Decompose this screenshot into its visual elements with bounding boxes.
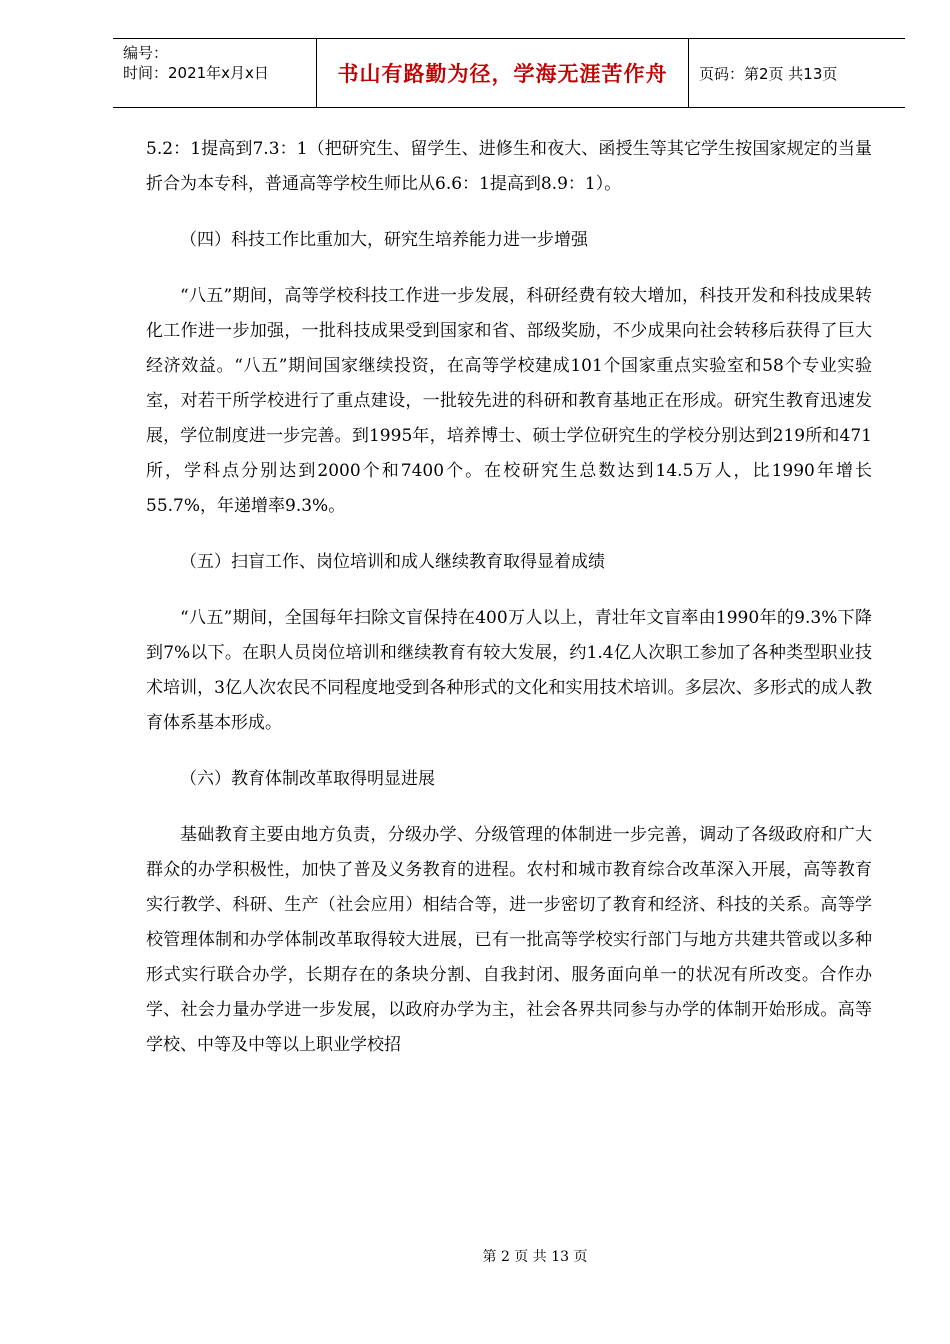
section-heading-5: （五）扫盲工作、岗位培训和成人继续教育取得显着成绩: [180, 552, 605, 572]
serial-number-label: 编号：: [123, 44, 169, 62]
header-meta: [113, 39, 316, 107]
document-body: [146, 132, 872, 1063]
header-motto: 书山有路勤为径，学海无涯苦作舟: [316, 39, 689, 107]
section-heading-4: （四）科技工作比重加大，研究生培养能力进一步增强: [180, 230, 588, 250]
paragraph-reform: 基础教育主要由地方负责，分级办学、分级管理的体制进一步完善，调动了各级政府和广大群众的办学积极性，加快了普及义务教育的进程。农村和城市教育综合改革深入开展，高等教育实行教学、科研、生产（社会应用）相结合等，进一步密切了教育和经济、科技的关系。高等学校管理体制和办学体制改革取得较大进展，已有一批高等学校实行部门与地方共建共管或以多种形式实行联合办学，长期存在的条块分割、自我封闭、服务面向单一的状况有所改变。合作办学、社会力量办学进一步发展，以政府办学为主，社会各界共同参与办学的体制开始形成。高等学校、中等及中等以上职业学校招: [146, 825, 872, 1055]
paragraph-literacy: “八五”期间，全国每年扫除文盲保持在400万人以上，青壮年文盲率由1990年的9.3%下降到7%以下。在职人员岗位培训和继续教育有较大发展，约1.4亿人次职工参加了各种类型职业技术培训，3亿人次农民不同程度地受到各种形式的文化和实用技术培训。多层次、多形式的成人教育体系基本形成。: [146, 608, 872, 733]
page-header: [113, 38, 905, 108]
paragraph-research: “八五”期间，高等学校科技工作进一步发展，科研经费有较大增加，科技开发和科技成果转化工作进一步加强，一批科技成果受到国家和省、部级奖励，不少成果向社会转移后获得了巨大经济效益。“八五”期间国家继续投资，在高等学校建成101个国家重点实验室和58个专业实验室，对若干所学校进行了重点建设，一批较先进的科研和教育基地正在形成。研究生教育迅速发展，学位制度进一步完善。到1995年，培养博士、硕士学位研究生的学校分别达到219所和471所，学科点分别达到2000个和7400个。在校研究生总数达到14.5万人，比1990年增长55.7%，年递增率9.3%。: [146, 286, 872, 516]
date-label: 时间：2021年x月x日: [123, 64, 269, 82]
section-heading-6: （六）教育体制改革取得明显进展: [180, 769, 435, 789]
paragraph-continuation: 5.2：1提高到7.3：1（把研究生、留学生、进修生和夜大、函授生等其它学生按国家规定的当量折合为本专科，普通高等学校生师比从6.6：1提高到8.9：1）。: [146, 139, 872, 194]
page-footer: 第 2 页 共 13 页: [482, 1249, 588, 1265]
header-page-info: 页码：第2页 共13页: [699, 64, 838, 83]
